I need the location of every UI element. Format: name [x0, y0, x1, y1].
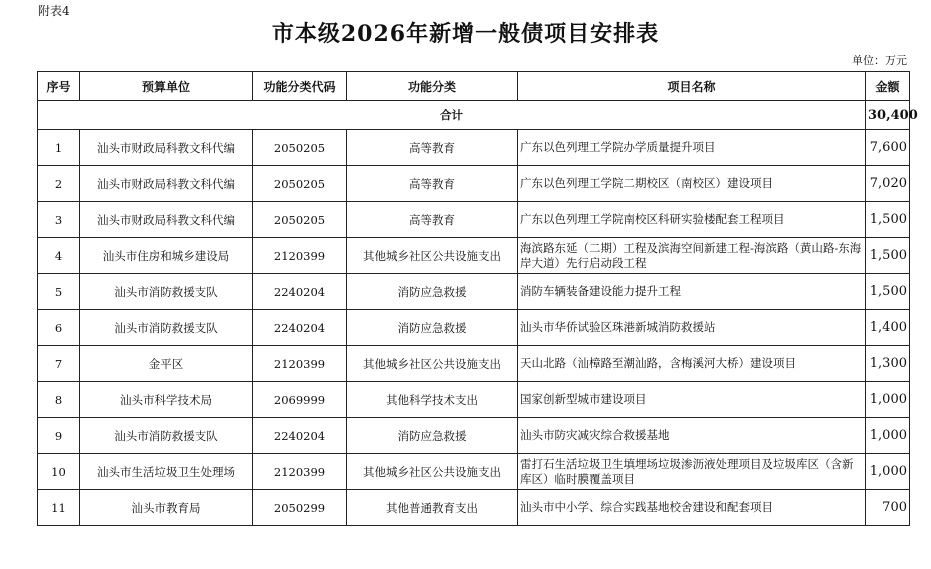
cell-amount: 1,500 [866, 202, 910, 238]
table-body [38, 101, 918, 526]
cell-function-category: 消防应急救援 [347, 418, 518, 454]
cell-amount: 1,000 [866, 382, 910, 418]
cell-budget-unit: 汕头市消防救援支队 [80, 310, 253, 346]
cell-budget-unit: 汕头市住房和城乡建设局 [80, 238, 253, 274]
header-function-category: 功能分类 [347, 72, 518, 101]
cell-serial-no: 11 [38, 490, 80, 526]
cell-project-name: 广东以色列理工学院办学质量提升项目 [518, 130, 866, 166]
cell-serial-no: 9 [38, 418, 80, 454]
cell-budget-unit: 金平区 [80, 346, 253, 382]
cell-project-name: 汕头市中小学、综合实践基地校舍建设和配套项目 [518, 490, 866, 526]
cell-function-code: 2050205 [253, 202, 347, 238]
cell-function-category: 其他城乡社区公共设施支出 [347, 454, 518, 490]
cell-function-code: 2120399 [253, 238, 347, 274]
table-row [38, 454, 910, 490]
cell-budget-unit: 汕头市教育局 [80, 490, 253, 526]
page-title: 市本级2026年新增一般债项目安排表 [271, 21, 660, 47]
cell-project-name: 汕头市华侨试验区珠港新城消防救援站 [518, 310, 866, 346]
table-row [38, 310, 910, 346]
attachment-label: 附表4 [38, 4, 70, 18]
cell-function-code: 2050299 [253, 490, 347, 526]
header-amount: 金额 [866, 72, 910, 101]
cell-budget-unit: 汕头市生活垃圾卫生处理场 [80, 454, 253, 490]
cell-serial-no: 3 [38, 202, 80, 238]
cell-budget-unit: 汕头市财政局科教文科代编 [80, 130, 253, 166]
total-amount: 30,400 [866, 101, 910, 130]
cell-project-name: 广东以色列理工学院二期校区（南校区）建设项目 [518, 166, 866, 202]
cell-function-category: 其他科学技术支出 [347, 382, 518, 418]
cell-function-category: 消防应急救援 [347, 310, 518, 346]
cell-serial-no: 8 [38, 382, 80, 418]
cell-serial-no: 4 [38, 238, 80, 274]
cell-amount: 7,020 [866, 166, 910, 202]
total-row [38, 101, 910, 130]
cell-budget-unit: 汕头市财政局科教文科代编 [80, 202, 253, 238]
cell-function-category: 高等教育 [347, 166, 518, 202]
table-header-row [38, 72, 910, 101]
cell-budget-unit: 汕头市科学技术局 [80, 382, 253, 418]
cell-amount: 1,500 [866, 238, 910, 274]
cell-function-category: 消防应急救援 [347, 274, 518, 310]
table-row [38, 382, 910, 418]
cell-function-code: 2120399 [253, 454, 347, 490]
cell-amount: 1,400 [866, 310, 910, 346]
cell-function-category: 其他城乡社区公共设施支出 [347, 238, 518, 274]
cell-project-name: 天山北路（汕樟路至潮汕路，含梅溪河大桥）建设项目 [518, 346, 866, 382]
cell-project-name: 国家创新型城市建设项目 [518, 382, 866, 418]
debt-project-table [37, 71, 918, 526]
cell-project-name: 汕头市防灾减灾综合救援基地 [518, 418, 866, 454]
table-row [38, 238, 910, 274]
table-row [38, 490, 910, 526]
cell-function-category: 其他普通教育支出 [347, 490, 518, 526]
table-row [38, 346, 910, 382]
cell-serial-no: 7 [38, 346, 80, 382]
cell-function-category: 其他城乡社区公共设施支出 [347, 346, 518, 382]
cell-function-code: 2240204 [253, 418, 347, 454]
cell-project-name: 海滨路东延（二期）工程及滨海空间新建工程-海滨路（黄山路-东海岸大道）先行启动段工程 [518, 238, 866, 274]
table-row [38, 418, 910, 454]
table-row [38, 130, 910, 166]
cell-amount: 1,000 [866, 454, 910, 490]
cell-amount: 7,600 [866, 130, 910, 166]
table-row [38, 166, 910, 202]
table-row [38, 274, 910, 310]
unit-note: 单位：万元 [852, 54, 907, 67]
cell-serial-no: 10 [38, 454, 80, 490]
cell-project-name: 消防车辆装备建设能力提升工程 [518, 274, 866, 310]
cell-project-name: 雷打石生活垃圾卫生填埋场垃圾渗沥液处理项目及垃圾库区（含新库区）临时膜覆盖项目 [518, 454, 866, 490]
cell-serial-no: 1 [38, 130, 80, 166]
cell-function-category: 高等教育 [347, 130, 518, 166]
cell-function-code: 2050205 [253, 166, 347, 202]
cell-serial-no: 2 [38, 166, 80, 202]
cell-serial-no: 5 [38, 274, 80, 310]
cell-budget-unit: 汕头市财政局科教文科代编 [80, 166, 253, 202]
cell-amount: 1,500 [866, 274, 910, 310]
cell-budget-unit: 汕头市消防救援支队 [80, 274, 253, 310]
header-function-code: 功能分类代码 [253, 72, 347, 101]
cell-function-code: 2050205 [253, 130, 347, 166]
table-row [38, 202, 910, 238]
cell-amount: 1,000 [866, 418, 910, 454]
cell-amount: 1,300 [866, 346, 910, 382]
cell-serial-no: 6 [38, 310, 80, 346]
header-project-name: 项目名称 [518, 72, 866, 101]
header-serial-no: 序号 [38, 72, 80, 101]
cell-function-code: 2120399 [253, 346, 347, 382]
cell-function-code: 2240204 [253, 310, 347, 346]
cell-function-category: 高等教育 [347, 202, 518, 238]
cell-budget-unit: 汕头市消防救援支队 [80, 418, 253, 454]
cell-function-code: 2069999 [253, 382, 347, 418]
cell-function-code: 2240204 [253, 274, 347, 310]
cell-amount: 700 [866, 490, 910, 526]
header-budget-unit: 预算单位 [80, 72, 253, 101]
cell-project-name: 广东以色列理工学院南校区科研实验楼配套工程项目 [518, 202, 866, 238]
total-label: 合计 [38, 101, 866, 130]
